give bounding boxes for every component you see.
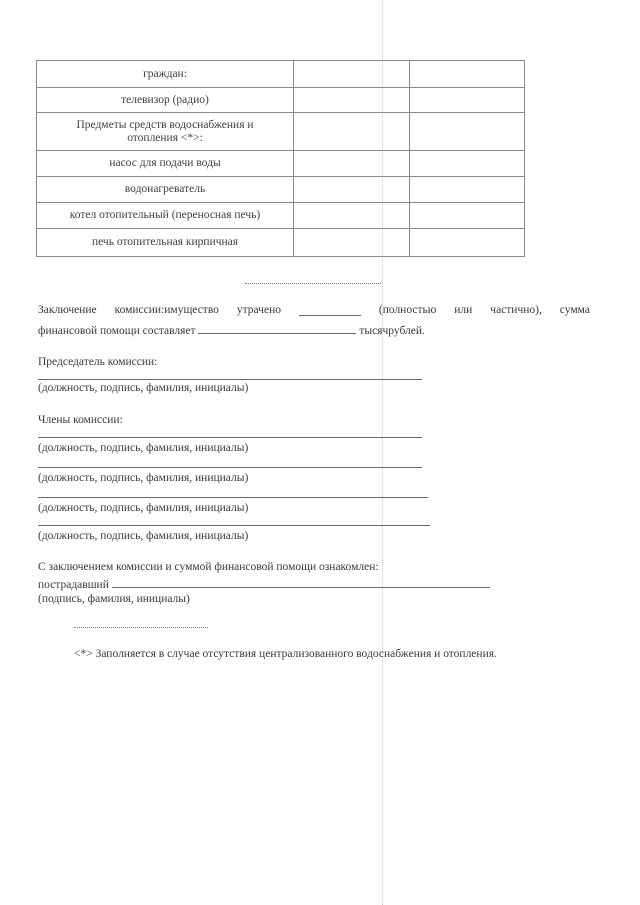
loss-extent-blank bbox=[299, 304, 361, 316]
member-signature-line bbox=[38, 437, 422, 438]
member-caption: (должность, подпись, фамилия, инициалы) bbox=[38, 502, 249, 514]
conclusion-word: Заключение bbox=[38, 304, 97, 316]
empty-value-cell bbox=[294, 229, 410, 257]
table-row bbox=[37, 203, 525, 229]
footnote-separator bbox=[74, 627, 208, 628]
empty-value-cell bbox=[294, 203, 410, 229]
conclusion-word: комиссии:имущество bbox=[114, 304, 219, 316]
victim-caption: (подпись, фамилия, инициалы) bbox=[38, 593, 190, 605]
property-table-body bbox=[37, 61, 525, 257]
item-name-cell: насос для подачи воды bbox=[37, 151, 294, 177]
members-title: Члены комиссии: bbox=[38, 414, 123, 426]
member-signature-line bbox=[38, 497, 428, 498]
conclusion-word: частично), bbox=[490, 304, 542, 316]
empty-value-cell bbox=[410, 229, 525, 257]
member-caption: (должность, подпись, фамилия, инициалы) bbox=[38, 530, 249, 542]
victim-label: пострадавший bbox=[38, 579, 109, 591]
conclusion-amount-suffix: тысячрублей. bbox=[359, 325, 425, 337]
conclusion-line-2 bbox=[38, 322, 425, 337]
member-signature-line bbox=[38, 525, 430, 526]
item-name-cell: печь отопительная кирпичная bbox=[37, 229, 294, 257]
empty-value-cell bbox=[410, 177, 525, 203]
empty-value-cell bbox=[294, 113, 410, 151]
victim-signature-blank bbox=[112, 576, 490, 588]
member-signature-line bbox=[38, 467, 422, 468]
empty-value-cell bbox=[294, 88, 410, 113]
member-caption: (должность, подпись, фамилия, инициалы) bbox=[38, 472, 249, 484]
chairman-title: Председатель комиссии: bbox=[38, 356, 158, 368]
item-name-cell: телевизор (радио) bbox=[37, 88, 294, 113]
empty-value-cell bbox=[294, 177, 410, 203]
victim-line bbox=[38, 576, 490, 591]
chairman-caption: (должность, подпись, фамилия, инициалы) bbox=[38, 382, 249, 394]
item-name-cell: водонагреватель bbox=[37, 177, 294, 203]
member-caption: (должность, подпись, фамилия, инициалы) bbox=[38, 442, 249, 454]
table-row bbox=[37, 177, 525, 203]
table-row bbox=[37, 113, 525, 151]
conclusion-amount-prefix: финансовой помощи составляет bbox=[38, 325, 196, 337]
item-name-cell: Предметы средств водоснабжения и отопления <*>: bbox=[37, 113, 294, 151]
table-row bbox=[37, 61, 525, 88]
acquaintance-statement: С заключением комиссии и суммой финансовой помощи ознакомлен: bbox=[38, 561, 379, 573]
empty-value-cell bbox=[294, 151, 410, 177]
property-table bbox=[36, 60, 525, 257]
chairman-signature-line bbox=[38, 379, 422, 380]
item-name-cell: граждан: bbox=[37, 61, 294, 88]
amount-blank bbox=[198, 322, 356, 334]
conclusion-word: (полностью bbox=[378, 304, 437, 316]
empty-value-cell bbox=[410, 203, 525, 229]
conclusion-line-1 bbox=[38, 304, 590, 316]
conclusion-word: сумма bbox=[559, 304, 590, 316]
footnote-text: <*> Заполняется в случае отсутствия централизованного водоснабжения и отопления. bbox=[74, 648, 497, 660]
table-separator bbox=[245, 283, 381, 284]
empty-value-cell bbox=[410, 88, 525, 113]
conclusion-word: или bbox=[454, 304, 473, 316]
conclusion-word: утрачено bbox=[236, 304, 281, 316]
table-row bbox=[37, 229, 525, 257]
empty-value-cell bbox=[410, 151, 525, 177]
table-row bbox=[37, 151, 525, 177]
empty-value-cell bbox=[410, 61, 525, 88]
item-name-cell: котел отопительный (переносная печь) bbox=[37, 203, 294, 229]
empty-value-cell bbox=[410, 113, 525, 151]
table-row bbox=[37, 88, 525, 113]
empty-value-cell bbox=[294, 61, 410, 88]
